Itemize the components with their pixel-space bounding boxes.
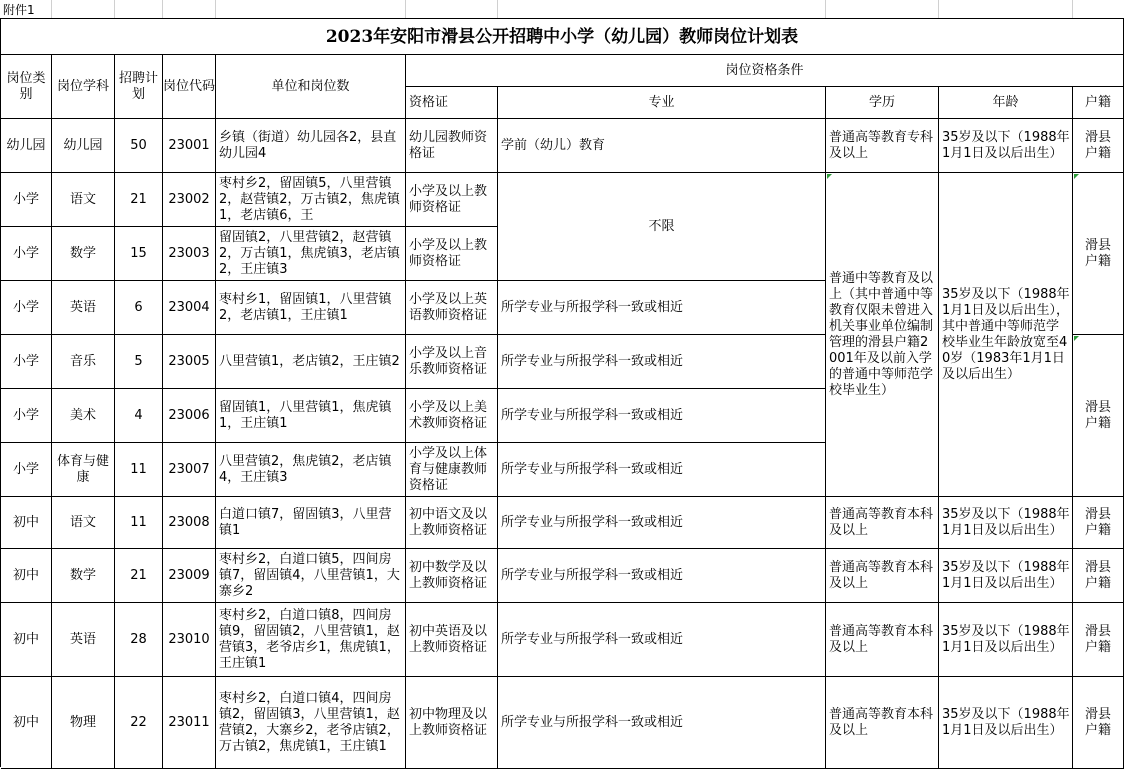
row-23001-education: 普通高等教育专科及以上 [826, 119, 939, 173]
row-23005-category: 小学 [1, 335, 52, 389]
row-23010-hukou: 滑县户籍 [1073, 603, 1124, 677]
row-23004-units: 枣村乡1，留固镇1，八里营镇2，老店镇1，王庄镇1 [216, 281, 406, 335]
primary-hukou-b: 滑县户籍 [1073, 335, 1124, 497]
gridline [825, 0, 939, 18]
row-23006-units: 留固镇1，八里营镇1，焦虎镇1，王庄镇1 [216, 389, 406, 443]
header-age: 年龄 [939, 87, 1073, 119]
row-23005-subject: 音乐 [52, 335, 115, 389]
header-hukou: 户籍 [1073, 87, 1124, 119]
attachment-label: 附件1 [3, 3, 35, 17]
row-23007-units: 八里营镇2，焦虎镇2，老店镇4，王庄镇3 [216, 443, 406, 497]
row-23008-age: 35岁及以下（1988年1月1日及以后出生） [939, 497, 1073, 549]
row-23010-major: 所学专业与所报学科一致或相近 [498, 603, 826, 677]
row-23007-category: 小学 [1, 443, 52, 497]
major-unlimited: 不限 [498, 173, 826, 281]
row-23010-education: 普通高等教育本科及以上 [826, 603, 939, 677]
cell-comment-marker [1074, 336, 1079, 341]
row-23011-code: 23011 [163, 677, 216, 769]
header-certificate: 资格证 [406, 87, 498, 119]
row-23011-certificate: 初中物理及以上教师资格证 [406, 677, 498, 769]
header-major: 专业 [498, 87, 826, 119]
row-23001-certificate: 幼儿园教师资格证 [406, 119, 498, 173]
row-23009-age: 35岁及以下（1988年1月1日及以后出生） [939, 549, 1073, 603]
row-23004-category: 小学 [1, 281, 52, 335]
row-23008-quota: 11 [115, 497, 163, 549]
table-title: 2023年安阳市滑县公开招聘中小学（幼儿园）教师岗位计划表 [1, 19, 1124, 55]
row-23003-quota: 15 [115, 227, 163, 281]
row-23001-subject: 幼儿园 [52, 119, 115, 173]
row-23004-certificate: 小学及以上英语教师资格证 [406, 281, 498, 335]
row-23007-certificate: 小学及以上体育与健康教师资格证 [406, 443, 498, 497]
row-23005-major: 所学专业与所报学科一致或相近 [498, 335, 826, 389]
row-23011-hukou: 滑县户籍 [1073, 677, 1124, 769]
gridline [215, 0, 406, 18]
row-23008-category: 初中 [1, 497, 52, 549]
row-23004-subject: 英语 [52, 281, 115, 335]
row-23006-major: 所学专业与所报学科一致或相近 [498, 389, 826, 443]
gridline [405, 0, 498, 18]
row-23010-category: 初中 [1, 603, 52, 677]
row-23001-quota: 50 [115, 119, 163, 173]
row-23010-certificate: 初中英语及以上教师资格证 [406, 603, 498, 677]
gridline [497, 0, 826, 18]
row-23005-quota: 5 [115, 335, 163, 389]
cell-comment-marker [1074, 174, 1079, 179]
row-23007-quota: 11 [115, 443, 163, 497]
row-23009-quota: 21 [115, 549, 163, 603]
gridline [51, 0, 115, 18]
row-23010-code: 23010 [163, 603, 216, 677]
spreadsheet-top-row [0, 0, 1124, 19]
gridline [114, 0, 163, 18]
header-subject: 岗位学科 [52, 55, 115, 119]
row-23008-subject: 语文 [52, 497, 115, 549]
row-23011-education: 普通高等教育本科及以上 [826, 677, 939, 769]
row-23001-category: 幼儿园 [1, 119, 52, 173]
row-23009-hukou: 滑县户籍 [1073, 549, 1124, 603]
row-23008-code: 23008 [163, 497, 216, 549]
row-23003-units: 留固镇2，八里营镇2，赵营镇2，万古镇1，焦虎镇3，老店镇2，王庄镇3 [216, 227, 406, 281]
row-23011-age: 35岁及以下（1988年1月1日及以后出生） [939, 677, 1073, 769]
gridline [938, 0, 1073, 18]
row-23009-major: 所学专业与所报学科一致或相近 [498, 549, 826, 603]
recruitment-table [0, 18, 1124, 767]
row-23011-subject: 物理 [52, 677, 115, 769]
row-23005-units: 八里营镇1，老店镇2，王庄镇2 [216, 335, 406, 389]
row-23002-quota: 21 [115, 173, 163, 227]
row-23002-category: 小学 [1, 173, 52, 227]
row-23010-subject: 英语 [52, 603, 115, 677]
row-23001-age: 35岁及以下（1988年1月1日及以后出生） [939, 119, 1073, 173]
row-23006-subject: 美术 [52, 389, 115, 443]
row-23001-units: 乡镇（街道）幼儿园各2，县直幼儿园4 [216, 119, 406, 173]
row-23008-major: 所学专业与所报学科一致或相近 [498, 497, 826, 549]
header-quota: 招聘计划 [115, 55, 163, 119]
row-23011-category: 初中 [1, 677, 52, 769]
row-23006-category: 小学 [1, 389, 52, 443]
row-23003-code: 23003 [163, 227, 216, 281]
row-23003-subject: 数学 [52, 227, 115, 281]
row-23006-certificate: 小学及以上美术教师资格证 [406, 389, 498, 443]
row-23008-hukou: 滑县户籍 [1073, 497, 1124, 549]
header-code: 岗位代码 [163, 55, 216, 119]
row-23001-code: 23001 [163, 119, 216, 173]
row-23010-age: 35岁及以下（1988年1月1日及以后出生） [939, 603, 1073, 677]
row-23006-quota: 4 [115, 389, 163, 443]
row-23004-quota: 6 [115, 281, 163, 335]
row-23002-subject: 语文 [52, 173, 115, 227]
cell-comment-marker [827, 174, 832, 179]
row-23001-major: 学前（幼儿）教育 [498, 119, 826, 173]
row-23011-units: 枣村乡2，白道口镇4，四间房镇2，留固镇3，八里营镇1，赵营镇2，大寨乡2，老爷店镇2，万古镇2，焦虎镇1，王庄镇1 [216, 677, 406, 769]
row-23008-units: 白道口镇7，留固镇3，八里营镇1 [216, 497, 406, 549]
row-23009-category: 初中 [1, 549, 52, 603]
row-23009-certificate: 初中数学及以上教师资格证 [406, 549, 498, 603]
row-23009-units: 枣村乡2，白道口镇5，四间房镇7，留固镇4，八里营镇1，大寨乡2 [216, 549, 406, 603]
row-23001-hukou: 滑县户籍 [1073, 119, 1124, 173]
row-23003-category: 小学 [1, 227, 52, 281]
header-education: 学历 [826, 87, 939, 119]
row-23006-code: 23006 [163, 389, 216, 443]
primary-education-requirement: 普通中等教育及以上（其中普通中等教育仅限未曾进入机关事业单位编制管理的滑县户籍2001年及以前入学的普通中等师范学校毕业生） [826, 173, 939, 497]
row-23009-subject: 数学 [52, 549, 115, 603]
row-23002-code: 23002 [163, 173, 216, 227]
row-23007-major: 所学专业与所报学科一致或相近 [498, 443, 826, 497]
row-23007-code: 23007 [163, 443, 216, 497]
header-conditions: 岗位资格条件 [406, 55, 1124, 87]
row-23004-major: 所学专业与所报学科一致或相近 [498, 281, 826, 335]
primary-age-requirement: 35岁及以下（1988年1月1日及以后出生），其中普通中等师范学校毕业生年龄放宽至40岁（1983年1月1日及以后出生） [939, 173, 1073, 497]
header-category: 岗位类别 [1, 55, 52, 119]
row-23003-certificate: 小学及以上教师资格证 [406, 227, 498, 281]
row-23008-certificate: 初中语文及以上教师资格证 [406, 497, 498, 549]
header-units: 单位和岗位数 [216, 55, 406, 119]
row-23007-subject: 体育与健康 [52, 443, 115, 497]
primary-hukou-a: 滑县户籍 [1073, 173, 1124, 335]
row-23002-units: 枣村乡2，留固镇5，八里营镇2，赵营镇2，万古镇2，焦虎镇1，老店镇6，王 [216, 173, 406, 227]
row-23009-code: 23009 [163, 549, 216, 603]
row-23009-education: 普通高等教育本科及以上 [826, 549, 939, 603]
gridline [162, 0, 216, 18]
row-23002-certificate: 小学及以上教师资格证 [406, 173, 498, 227]
row-23010-units: 枣村乡2，白道口镇8，四间房镇9，留固镇2，八里营镇1，赵营镇3，老爷店乡1，焦虎镇1，王庄镇1 [216, 603, 406, 677]
row-23004-code: 23004 [163, 281, 216, 335]
row-23011-major: 所学专业与所报学科一致或相近 [498, 677, 826, 769]
row-23008-education: 普通高等教育本科及以上 [826, 497, 939, 549]
row-23005-code: 23005 [163, 335, 216, 389]
row-23010-quota: 28 [115, 603, 163, 677]
row-23005-certificate: 小学及以上音乐教师资格证 [406, 335, 498, 389]
row-23011-quota: 22 [115, 677, 163, 769]
